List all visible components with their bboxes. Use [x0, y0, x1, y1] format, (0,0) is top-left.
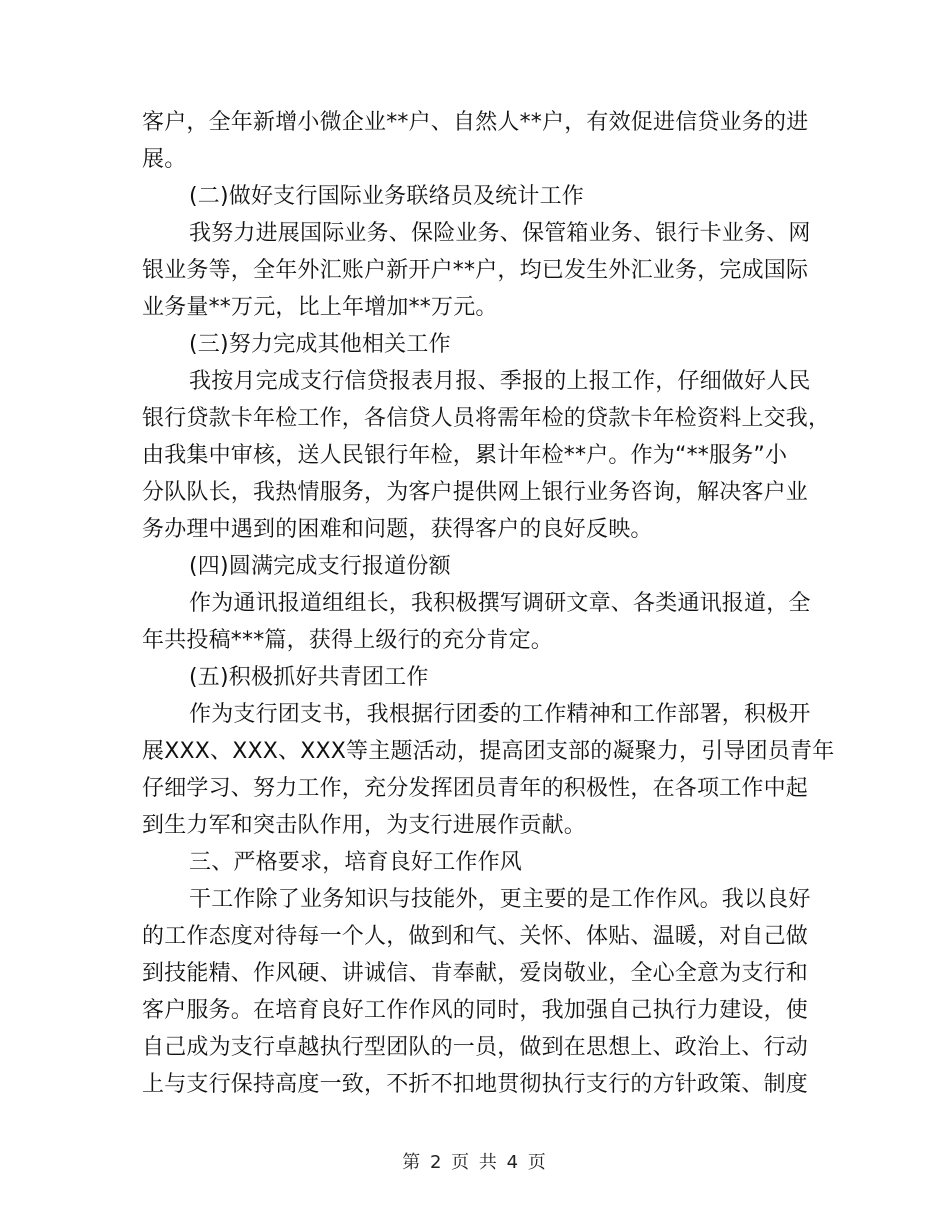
document-body — [142, 104, 835, 1103]
text-line: 我努力进展国际业务、保险业务、保管箱业务、银行卡业务、网 — [189, 221, 811, 246]
text-line: 分队队长，我热情服务，为客户提供网上银行业务咨询，解决客户业 — [142, 480, 809, 505]
text-line: 展。 — [142, 147, 187, 172]
page-number: 第 2 页 共 4 页 — [402, 1152, 548, 1173]
text-line: 展XXX、XXX、XXX等主题活动，提高团支部的凝聚力，引导团员青年 — [142, 739, 835, 764]
text-line: 年共投稿***篇，获得上级行的充分肯定。 — [142, 628, 554, 653]
text-line: 作为支行团支书，我根据行团委的工作精神和工作部署，积极开 — [189, 702, 811, 727]
section-heading: (三)努力完成其他相关工作 — [189, 332, 451, 357]
text-line: 务办理中遇到的困难和问题，获得客户的良好反映。 — [142, 517, 653, 542]
section-heading: (四)圆满完成支行报道份额 — [189, 554, 451, 579]
text-line: 客户服务。在培育良好工作作风的同时，我加强自己执行力建设，使 — [142, 998, 809, 1023]
section-heading: 三、严格要求，培育良好工作作风 — [189, 850, 523, 875]
text-line: 银业务等，全年外汇账户新开户**户，均已发生外汇业务，完成国际 — [142, 258, 809, 283]
text-line: 自己成为支行卓越执行型团队的一员，做到在思想上、政治上、行动 — [142, 1035, 809, 1060]
text-line: 我按月完成支行信贷报表月报、季报的上报工作，仔细做好人民 — [189, 369, 811, 394]
text-line: 的工作态度对待每一个人，做到和气、关怀、体贴、温暖，对自己做 — [142, 924, 809, 949]
text-line: 银行贷款卡年检工作，各信贷人员将需年检的贷款卡年检资料上交我， — [142, 406, 831, 431]
text-line: 上与支行保持高度一致，不折不扣地贯彻执行支行的方针政策、制度 — [142, 1072, 809, 1097]
text-line: 作为通讯报道组组长，我积极撰写调研文章、各类通讯报道，全 — [189, 591, 811, 616]
section-heading: (二)做好支行国际业务联络员及统计工作 — [189, 184, 584, 209]
text-line: 由我集中审核，送人民银行年检，累计年检**户。作为“**服务”小 — [142, 443, 788, 468]
text-line: 到技能精、作风硬、讲诚信、肯奉献，爱岗敬业，全心全意为支行和 — [142, 961, 809, 986]
text-line: 业务量**万元，比上年增加**万元。 — [142, 295, 498, 320]
text-line: 客户，全年新增小微企业**户、自然人**户，有效促进信贷业务的进 — [142, 110, 809, 135]
text-line: 干工作除了业务知识与技能外，更主要的是工作作风。我以良好 — [189, 887, 811, 912]
text-line: 仔细学习、努力工作，充分发挥团员青年的积极性，在各项工作中起 — [142, 776, 809, 801]
text-line: 到生力军和突击队作用，为支行进展作贡献。 — [142, 813, 587, 838]
section-heading: (五)积极抓好共青团工作 — [189, 665, 429, 690]
